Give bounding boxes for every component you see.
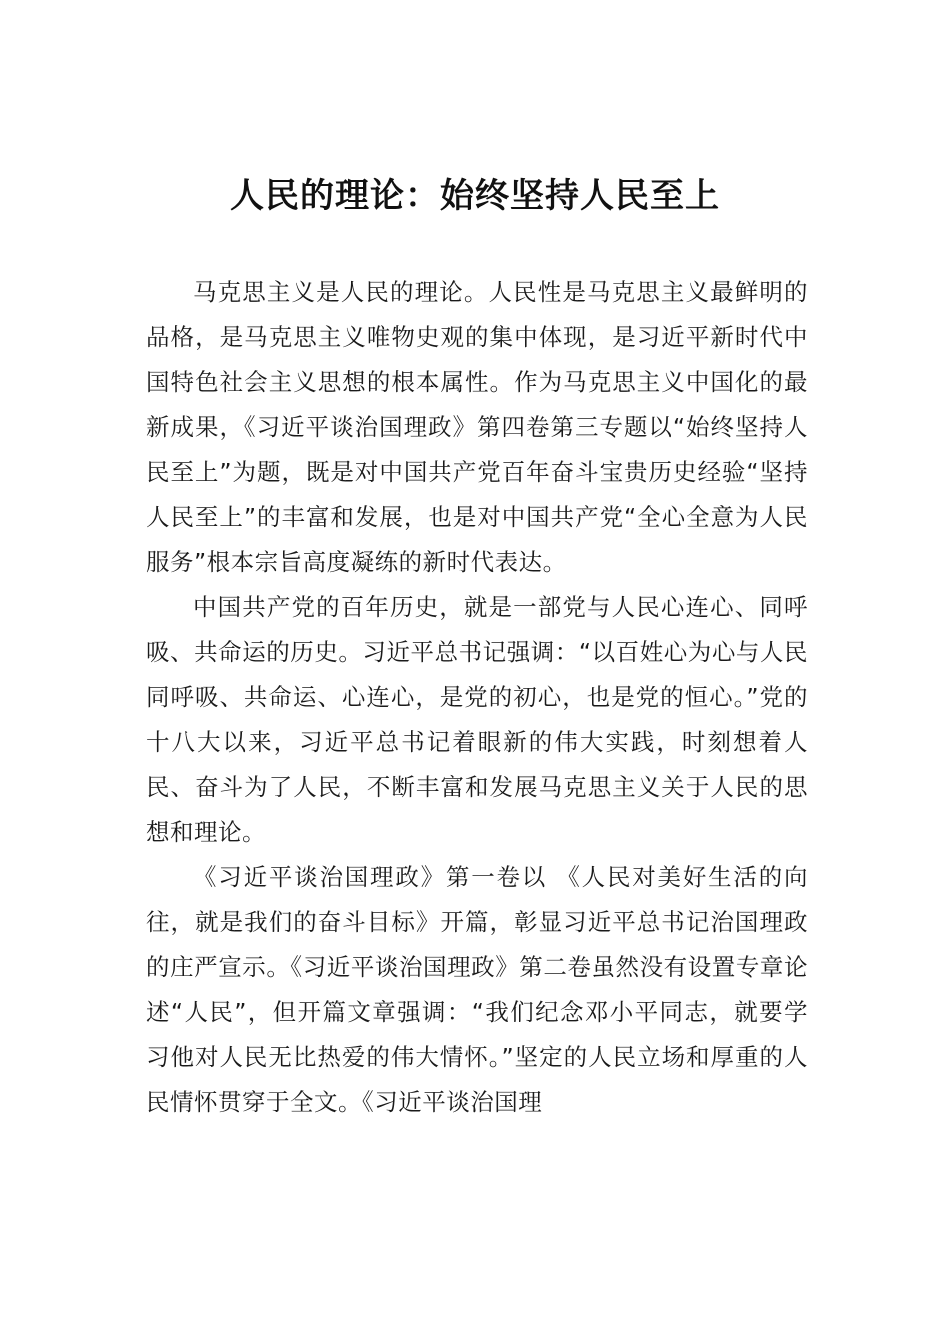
document-title: 人民的理论：始终坚持人民至上 bbox=[230, 176, 720, 216]
document-body bbox=[146, 270, 808, 1125]
paragraph-3: 《习近平谈治国理政》第一卷以 《人民对美好生活的向往，就是我们的奋斗目标》开篇，彰显习近平总书记治国理政的庄严宣示。《习近平谈治国理政》第二卷虽然没有设置专章论述“人民”，但开篇文章强调：“我们纪念邓小平同志，就要学习他对人民无比热爱的伟大情怀。”坚定的人民立场和厚重的人民情怀贯穿于全文。《习近平谈治国理 bbox=[146, 863, 808, 1116]
paragraph-1: 马克思主义是人民的理论。人民性是马克思主义最鲜明的品格，是马克思主义唯物史观的集中体现，是习近平新时代中国特色社会主义思想的根本属性。作为马克思主义中国化的最新成果，《习近平谈治国理政》第四卷第三专题以“始终坚持人民至上”为题，既是对中国共产党百年奋斗宝贵历史经验“坚持人民至上”的丰富和发展，也是对中国共产党“全心全意为人民服务”根本宗旨高度凝练的新时代表达。 bbox=[146, 278, 808, 576]
paragraph-2: 中国共产党的百年历史，就是一部党与人民心连心、同呼吸、共命运的历史。习近平总书记强调：“以百姓心为心与人民同呼吸、共命运、心连心，是党的初心，也是党的恒心。”党的十八大以来，习近平总书记着眼新的伟大实践，时刻想着人民、奋斗为了人民，不断丰富和发展马克思主义关于人民的思想和理论。 bbox=[146, 593, 808, 846]
